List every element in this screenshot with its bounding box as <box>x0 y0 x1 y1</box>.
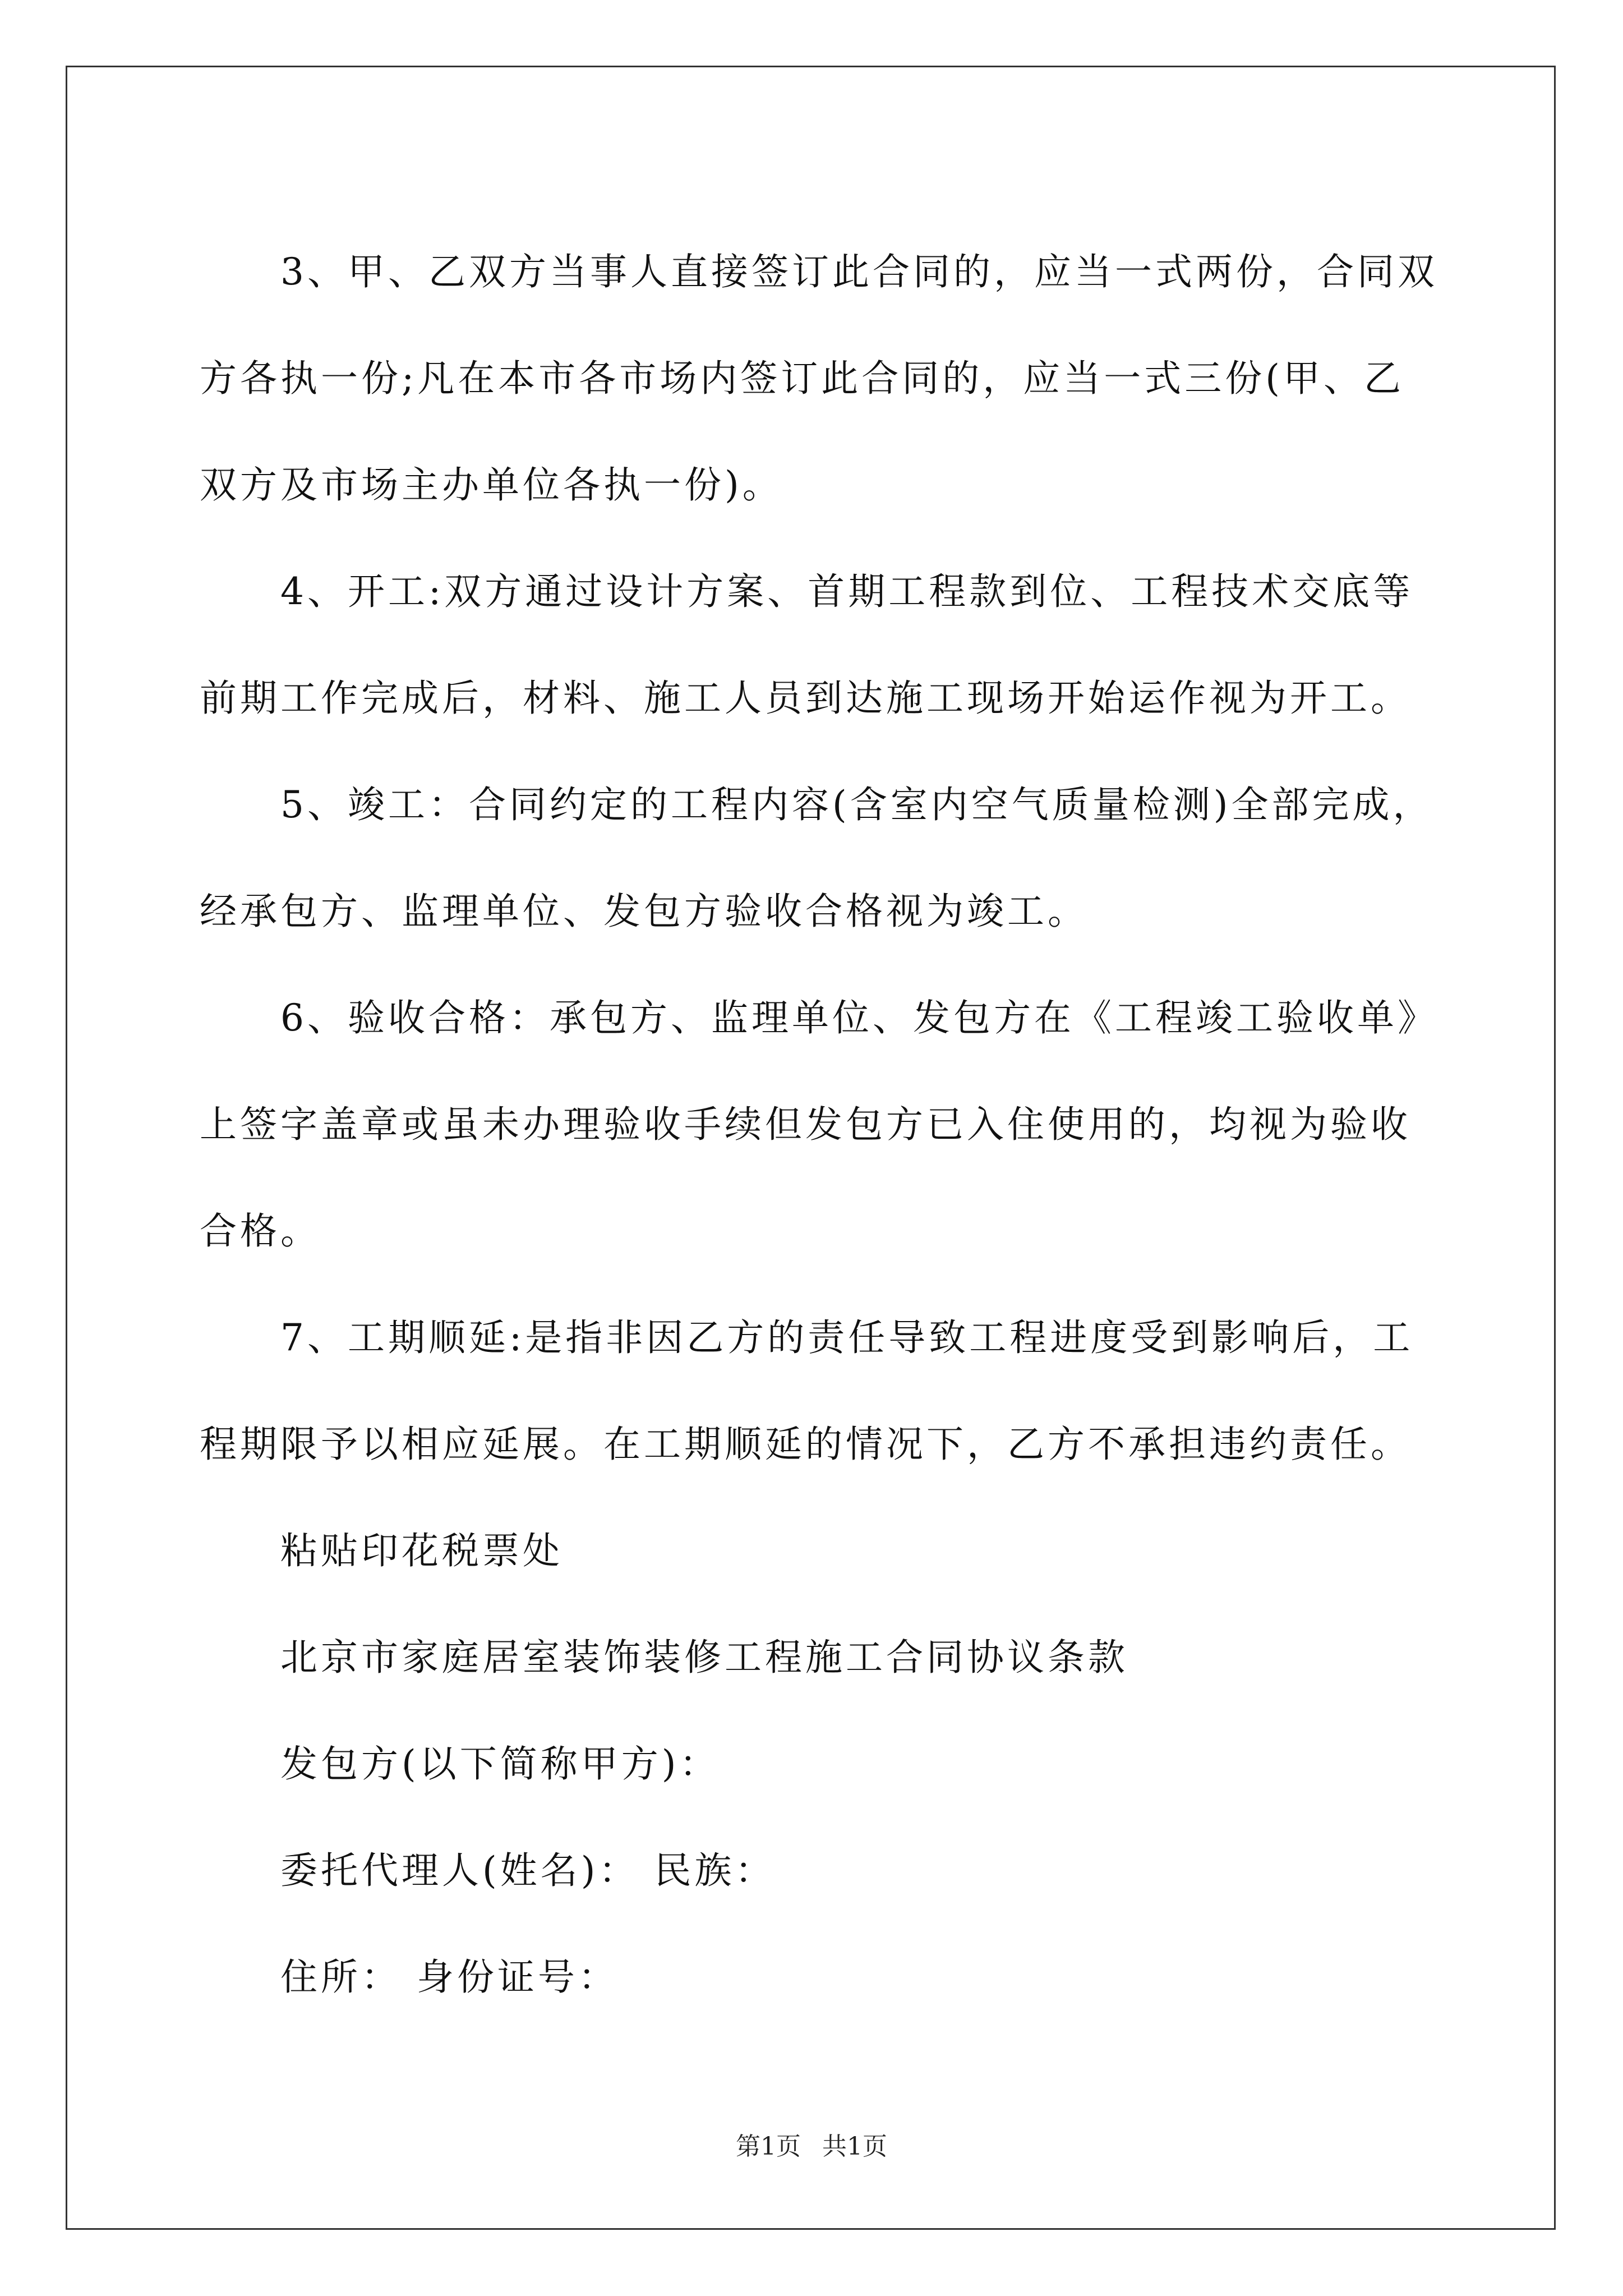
line-clause-5-b: 经承包方、监理单位、发包方验收合格视为竣工。 <box>200 890 1088 933</box>
agent-field: 委托代理人(姓名)： 民族： <box>280 1849 776 1892</box>
line-clause-4-a: 4、开工:双方通过设计方案、首期工程款到位、工程技术交底等 <box>280 570 1414 613</box>
page-footer <box>0 2126 1623 2162</box>
line-clause-3-a: 3、甲、乙双方当事人直接签订此合同的，应当一式两份，合同双 <box>280 250 1438 293</box>
page-number: 第1页 <box>736 2132 801 2161</box>
line-clause-3-b: 方各执一份;凡在本市各市场内签订此合同的，应当一式三份(甲、乙 <box>200 357 1404 400</box>
line-clause-7-a: 7、工期顺延:是指非因乙方的责任导致工程进度受到影响后，工 <box>280 1316 1414 1359</box>
page-total: 共1页 <box>822 2132 887 2161</box>
line-clause-6-b: 上签字盖章或虽未办理验收手续但发包方已入住使用的，均视为验收 <box>200 1103 1411 1146</box>
contract-title: 北京市家庭居室装饰装修工程施工合同协议条款 <box>280 1636 1128 1679</box>
line-clause-6-a: 6、验收合格：承包方、监理单位、发包方在《工程竣工验收单》 <box>280 996 1438 1039</box>
party-a-field: 发包方(以下简称甲方)： <box>280 1742 720 1786</box>
document-body <box>200 219 1438 2031</box>
line-clause-3-c: 双方及市场主办单位各执一份)。 <box>200 463 783 507</box>
line-clause-6-c: 合格。 <box>200 1209 321 1253</box>
line-clause-5-a: 5、竣工：合同约定的工程内容(含室内空气质量检测)全部完成， <box>280 783 1433 826</box>
line-clause-7-b: 程期限予以相应延展。在工期顺延的情况下，乙方不承担违约责任。 <box>200 1423 1411 1466</box>
line-clause-4-b: 前期工作完成后，材料、施工人员到达施工现场开始运作视为开工。 <box>200 677 1411 720</box>
stamp-tax-note: 粘贴印花税票处 <box>280 1529 563 1572</box>
address-field: 住所： 身份证号： <box>280 1955 619 1999</box>
